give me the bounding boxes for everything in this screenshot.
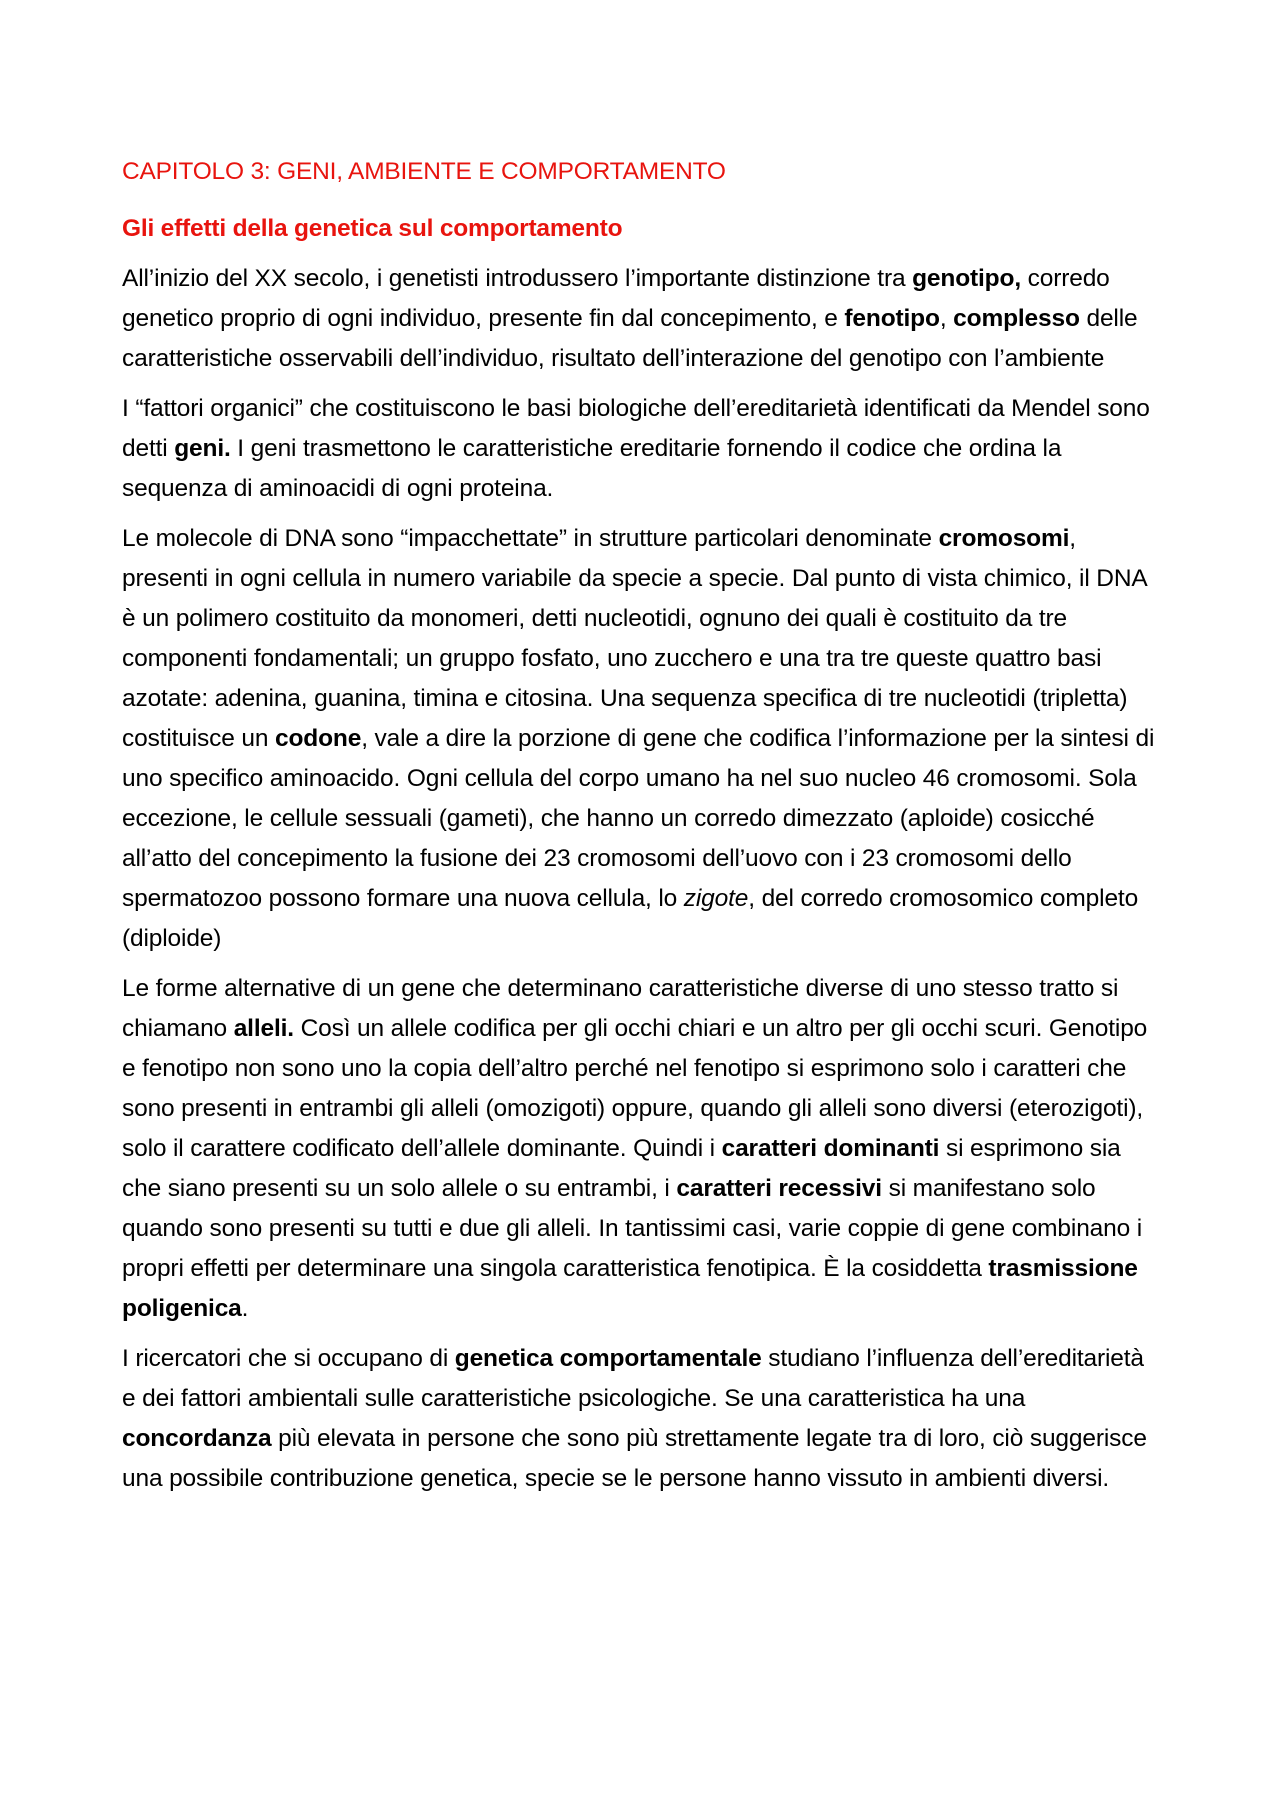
- bold-term: concordanza: [122, 1425, 272, 1452]
- bold-term: geni.: [174, 435, 231, 462]
- text-segment: si manifestano solo quando sono presenti su tutti e due gli alleli. In tantissimi casi, varie coppie di gene combinano i propri effetti per determinare una singola caratteristica fenotipica. È la cosiddetta: [122, 1175, 1149, 1282]
- bold-term: caratteri recessivi: [676, 1175, 882, 1202]
- bold-term: codone: [275, 725, 362, 752]
- text-segment: Le molecole di DNA sono “impacchettate” in strutture particolari denominate: [122, 525, 939, 552]
- paragraph-genes: [122, 389, 1162, 509]
- paragraph-behavioral-genetics: [122, 1339, 1162, 1499]
- bold-term: genetica comportamentale: [454, 1345, 762, 1372]
- section-title: Gli effetti della genetica sul comportamento: [122, 215, 623, 242]
- text-segment: delle caratteristiche osservabili dell’individuo, risultato dell’interazione del genotipo con l’ambiente: [122, 305, 1145, 372]
- bold-term: caratteri dominanti: [721, 1135, 940, 1162]
- text-segment: Le forme alternative di un gene che determinano caratteristiche diverse di uno stesso tratto si chiamano: [122, 975, 1125, 1042]
- bold-term: alleli.: [233, 1015, 294, 1042]
- text-segment: All’inizio del XX secolo, i genetisti introdussero l’importante distinzione tra: [122, 265, 913, 292]
- paragraph-genotype-phenotype: [122, 259, 1162, 379]
- text-segment: I geni trasmettono le caratteristiche ereditarie fornendo il codice che ordina la sequenza di aminoacidi di ogni proteina.: [122, 435, 1069, 502]
- bold-term: genotipo,: [912, 265, 1021, 292]
- chapter-title: CAPITOLO 3: GENI, AMBIENTE E COMPORTAMENTO: [122, 158, 726, 185]
- document-page: [122, 152, 1162, 1509]
- italic-term: zigote: [683, 885, 749, 912]
- text-segment: .: [241, 1295, 249, 1322]
- text-segment: , vale a dire la porzione di gene che codifica l’informazione per la sintesi di uno specifico aminoacido. Ogni cellula del corpo umano ha nel suo nucleo 46 cromosomi. Sola eccezione, le cellule sessuali (gameti), che hanno un corredo dimezzato (aploide) cosicché all’atto del concepimento la fusione dei 23 cromosomi dell’uovo con i 23 cromosomi dello spermatozoo possono formare una nuova cellula, lo: [122, 725, 1161, 912]
- text-segment: , del corredo cromosomico completo (diploide): [122, 885, 1145, 952]
- bold-term: complesso: [953, 305, 1080, 332]
- text-segment: corredo genetico proprio di ogni individuo, presente fin dal concepimento, e: [122, 265, 1117, 332]
- text-segment: più elevata in persone che sono più strettamente legate tra di loro, ciò suggerisce una possibile contribuzione genetica, specie se le persone hanno vissuto in ambienti diversi.: [122, 1425, 1154, 1492]
- bold-term: cromosomi: [938, 525, 1070, 552]
- paragraph-alleles: [122, 969, 1162, 1329]
- bold-term: fenotipo: [844, 305, 940, 332]
- text-segment: , presenti in ogni cellula in numero variabile da specie a specie. Dal punto di vista chimico, il DNA è un polimero costituito da monomeri, detti nucleotidi, ognuno dei quali è costituito da tre componenti fondamentali; un gruppo fosfato, uno zucchero e una tra tre queste quattro basi azotate: adenina, guanina, timina e citosina. Una sequenza specifica di tre nucleotidi (tripletta) costituisce un: [122, 525, 1153, 752]
- text-segment: Così un allele codifica per gli occhi chiari e un altro per gli occhi scuri. Genotipo e fenotipo non sono uno la copia dell’altro perché nel fenotipo si esprimono solo i caratteri che sono presenti in entrambi gli alleli (omozigoti) oppure, quando gli alleli sono diversi (eterozigoti), solo il carattere codificato dell’allele dominante. Quindi i: [122, 1015, 1154, 1162]
- text-segment: ,: [939, 305, 954, 332]
- text-segment: studiano l’influenza dell’ereditarietà e dei fattori ambientali sulle caratteristiche psicologiche. Se una caratteristica ha una: [122, 1345, 1151, 1412]
- paragraph-dna-chromosomes: [122, 519, 1162, 959]
- text-segment: I “fattori organici” che costituiscono le basi biologiche dell’ereditarietà identificati da Mendel sono detti: [122, 395, 1157, 462]
- text-segment: si esprimono sia che siano presenti su un solo allele o su entrambi, i: [122, 1135, 1128, 1202]
- bold-term: trasmissione poligenica: [122, 1255, 1145, 1322]
- text-segment: I ricercatori che si occupano di: [122, 1345, 455, 1372]
